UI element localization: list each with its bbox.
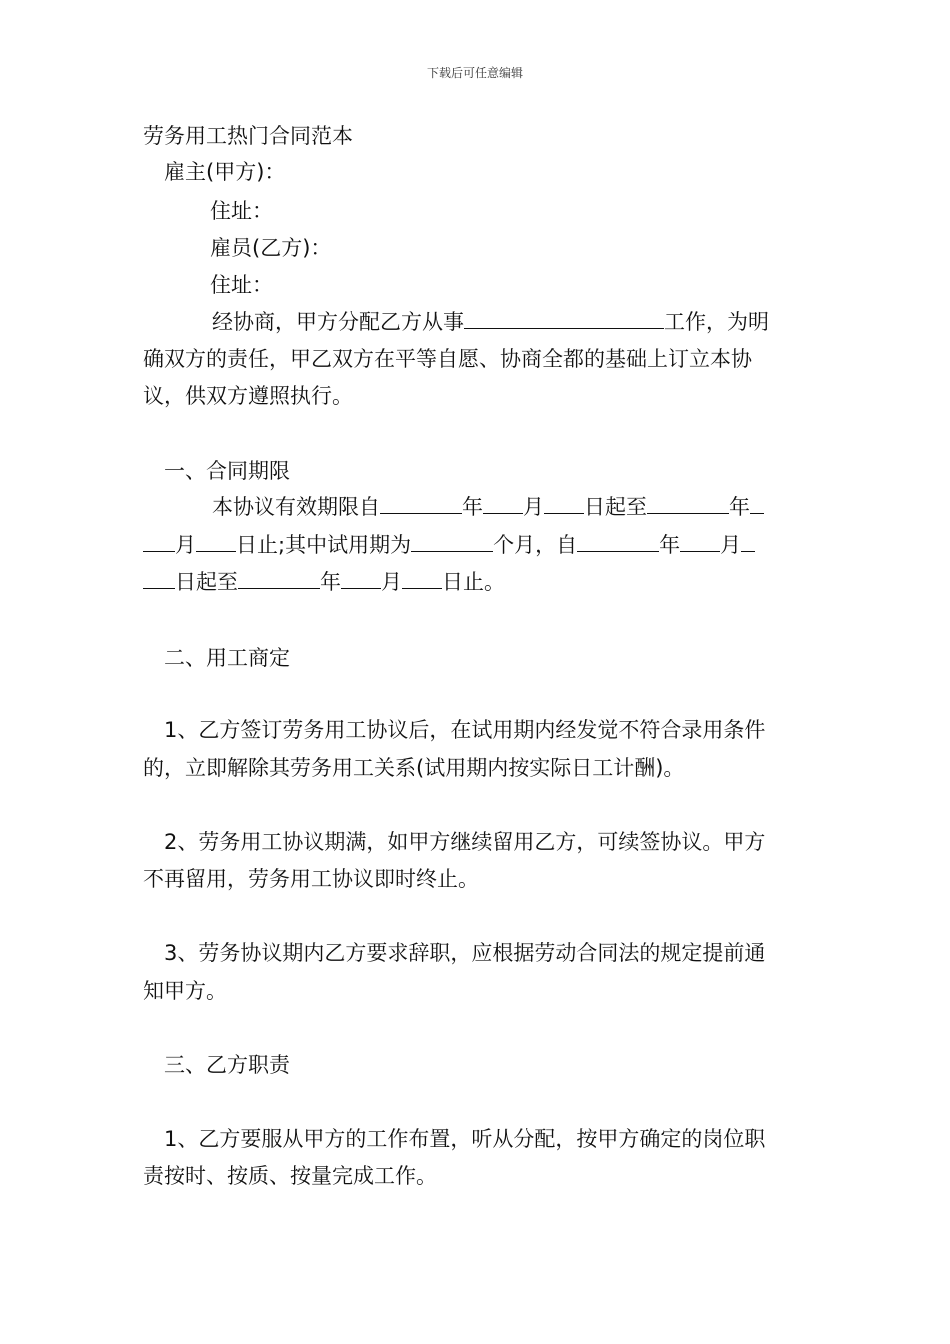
day-blank: [741, 533, 755, 552]
section-2-item-2-line-2: 不再留用，劳务用工协议即时终止。: [143, 867, 479, 891]
term-text: 日止。: [442, 570, 505, 594]
term-text: 年: [320, 570, 341, 594]
day-blank: [143, 570, 175, 589]
term-text: 月: [175, 533, 196, 557]
section-2-item-3-line-2: 知甲方。: [143, 979, 227, 1003]
section-2-item-3-line-1: 3、劳务协议期内乙方要求辞职，应根据劳动合同法的规定提前通: [164, 941, 766, 965]
section-2-item-1-line-2: 的，立即解除其劳务用工关系(试用期内按实际日工计酬)。: [143, 756, 685, 780]
intro-line-2: 确双方的责任，甲乙双方在平等自愿、协商全都的基础上订立本协: [143, 347, 752, 371]
year-blank: [647, 495, 729, 514]
section-2-item-1-line-1: 1、乙方签订劳务用工协议后，在试用期内经发觉不符合录用条件: [164, 718, 766, 742]
month-blank: [341, 570, 381, 589]
term-text: 年: [729, 495, 750, 519]
term-text: 本协议有效期限自: [212, 495, 380, 519]
employer-label: 雇主(甲方)：: [164, 160, 286, 184]
intro-line-3: 议，供双方遵照执行。: [143, 384, 353, 408]
term-text: 月: [523, 495, 544, 519]
page-header: 下载后可任意编辑: [426, 66, 523, 80]
term-text: 月: [720, 533, 742, 557]
work-blank: [464, 310, 664, 329]
section-2-item-2-line-1: 2、劳务用工协议期满，如甲方继续留用乙方，可续签协议。甲方: [164, 830, 766, 854]
term-text: 月: [381, 570, 402, 594]
day-blank: [402, 570, 442, 589]
day-blank: [196, 533, 236, 552]
intro-text: 经协商，甲方分配乙方从事: [212, 310, 464, 334]
day-blank: [544, 495, 584, 514]
term-text: 年: [462, 495, 483, 519]
section-1-heading: 一、合同期限: [164, 459, 290, 483]
year-blank: [380, 495, 462, 514]
section-3-item-1-line-1: 1、乙方要服从甲方的工作布置，听从分配，按甲方确定的岗位职: [164, 1127, 766, 1151]
section-3-heading: 三、乙方职责: [164, 1053, 290, 1077]
intro-text: 工作，为明: [664, 310, 769, 334]
term-line-2: [143, 531, 755, 559]
month-blank: [680, 533, 720, 552]
employee-label: 雇员(乙方)：: [210, 236, 332, 260]
month-blank: [483, 495, 523, 514]
employee-address-label: 住址：: [210, 273, 273, 297]
year-blank: [238, 570, 320, 589]
employer-address-label: 住址：: [210, 199, 273, 223]
term-text: 日起至: [584, 495, 647, 519]
term-line-1: [212, 493, 764, 521]
section-2-heading: 二、用工商定: [164, 646, 290, 670]
term-text: 年: [659, 533, 681, 557]
document-title: 劳务用工热门合同范本: [143, 124, 353, 148]
month-blank: [143, 533, 175, 552]
term-text: 个月，自: [493, 533, 578, 557]
term-text: 日止;其中试用期为: [236, 533, 412, 557]
term-text: 日起至: [175, 570, 238, 594]
section-3-item-1-line-2: 责按时、按质、按量完成工作。: [143, 1164, 437, 1188]
intro-line-1: [212, 308, 769, 336]
year-blank: [577, 533, 659, 552]
term-line-3: [143, 568, 505, 596]
month-blank: [750, 495, 764, 514]
probation-months-blank: [411, 533, 493, 552]
